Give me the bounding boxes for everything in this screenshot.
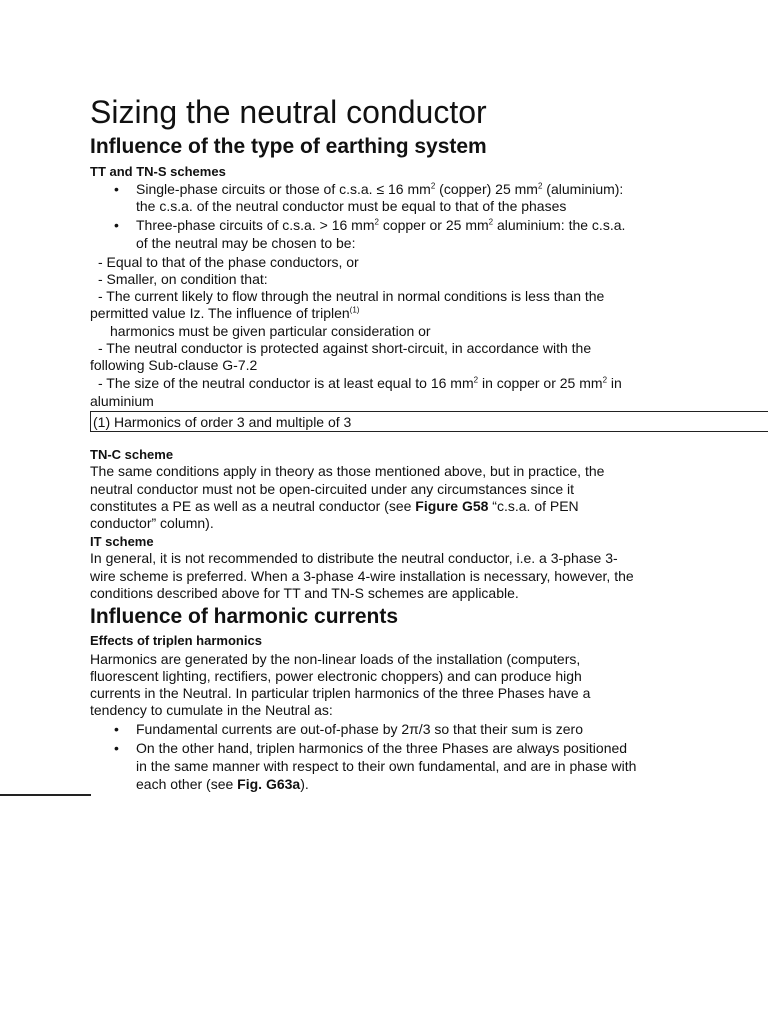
bottom-rule (0, 794, 91, 796)
text: ). (300, 776, 309, 792)
dash-item: - The current likely to flow through the neutral in normal conditions is less than the (98, 288, 605, 304)
dash-item-continuation: harmonics must be given particular consideration or (110, 323, 431, 339)
dash-item: - Smaller, on condition that: (98, 271, 268, 287)
paragraph-line: fluorescent lighting, rectifiers, power electronic choppers) and can produce high (90, 668, 582, 684)
footnote-text: (1) Harmonics of order 3 and multiple of 3 (93, 414, 352, 430)
superscript: 2 (430, 181, 436, 191)
superscript: 2 (374, 217, 379, 227)
paragraph-line: In general, it is not recommended to distribute the neutral conductor, i.e. a 3-phase 3- (90, 550, 618, 566)
text: Single-phase circuits or those of c.s.a. ≤ 16 mm (136, 181, 431, 197)
list-item-continuation (136, 776, 309, 793)
paragraph-line: neutral conductor must not be open-circuited under any circumstances since it (90, 481, 575, 497)
text: in copper or 25 mm (478, 375, 603, 391)
text: each other (see (136, 776, 238, 792)
text: in (607, 375, 622, 391)
paragraph-line (90, 498, 579, 515)
paragraph-line: currents in the Neutral. In particular triplen harmonics of the three Phases have a (90, 685, 591, 701)
text: constitutes a PE as well as a neutral conductor (see (90, 498, 416, 514)
superscript: 2 (537, 181, 543, 191)
superscript: 2 (473, 375, 479, 385)
subheading-it: IT scheme (90, 534, 154, 549)
list-item-continuation: in the same manner with respect to their own fundamental, and are in phase with (136, 758, 637, 774)
section-heading-earthing: Influence of the type of earthing system (90, 135, 487, 158)
list-item-triplen: • On the other hand, triplen harmonics of the three Phases are always positioned (136, 740, 627, 757)
list-item-single-phase (136, 181, 623, 198)
text: (aluminium): (542, 181, 624, 197)
text: (copper) 25 mm (435, 181, 538, 197)
dash-item-continuation: following Sub-clause G-7.2 (90, 357, 258, 373)
paragraph-line: conditions described above for TT and TN-S schemes are applicable. (90, 585, 519, 601)
paragraph-line: tendency to cumulate in the Neutral as: (90, 702, 333, 718)
list-item-continuation: the c.s.a. of the neutral conductor must be equal to that of the phases (136, 198, 567, 214)
list-item-fundamental: • Fundamental currents are out-of-phase by 2π/3 so that their sum is zero (136, 721, 583, 738)
list-item-continuation: of the neutral may be chosen to be: (136, 235, 356, 251)
footnote-ref: (1) (349, 305, 360, 315)
superscript: 2 (602, 375, 608, 385)
subheading-tnc: TN-C scheme (90, 447, 174, 462)
paragraph-line: wire scheme is preferred. When a 3-phase 4-wire installation is necessary, however, the (90, 568, 634, 584)
list-item-three-phase (136, 217, 625, 234)
section-heading-harmonics: Influence of harmonic currents (90, 605, 399, 628)
dash-item-continuation (90, 305, 359, 322)
page-title: Sizing the neutral conductor (90, 94, 487, 130)
figure-reference: Figure G58 (415, 498, 489, 514)
text: copper or 25 mm (378, 217, 489, 233)
dash-item (98, 375, 622, 392)
dash-item-continuation: aluminium (90, 393, 154, 409)
footnote-box (90, 411, 768, 432)
text: Three-phase circuits of c.s.a. > 16 mm (136, 217, 375, 233)
figure-reference: Fig. G63a (237, 776, 301, 792)
dash-item: - Equal to that of the phase conductors, or (98, 254, 359, 270)
text: - The size of the neutral conductor is at least equal to 16 mm (98, 375, 474, 391)
dash-item: - The neutral conductor is protected against short-circuit, in accordance with the (98, 340, 592, 356)
text: aluminium: the c.s.a. (493, 217, 626, 233)
subheading-tt-tns: TT and TN-S schemes (90, 164, 226, 179)
paragraph-line: The same conditions apply in theory as those mentioned above, but in practice, the (90, 463, 605, 479)
text: “c.s.a. of PEN (488, 498, 579, 514)
superscript: 2 (488, 217, 494, 227)
paragraph-line: conductor” column). (90, 515, 214, 531)
paragraph-line: Harmonics are generated by the non-linear loads of the installation (computers, (90, 651, 581, 667)
subheading-triplen: Effects of triplen harmonics (90, 633, 262, 648)
text: permitted value Iz. The influence of triplen (90, 305, 350, 321)
